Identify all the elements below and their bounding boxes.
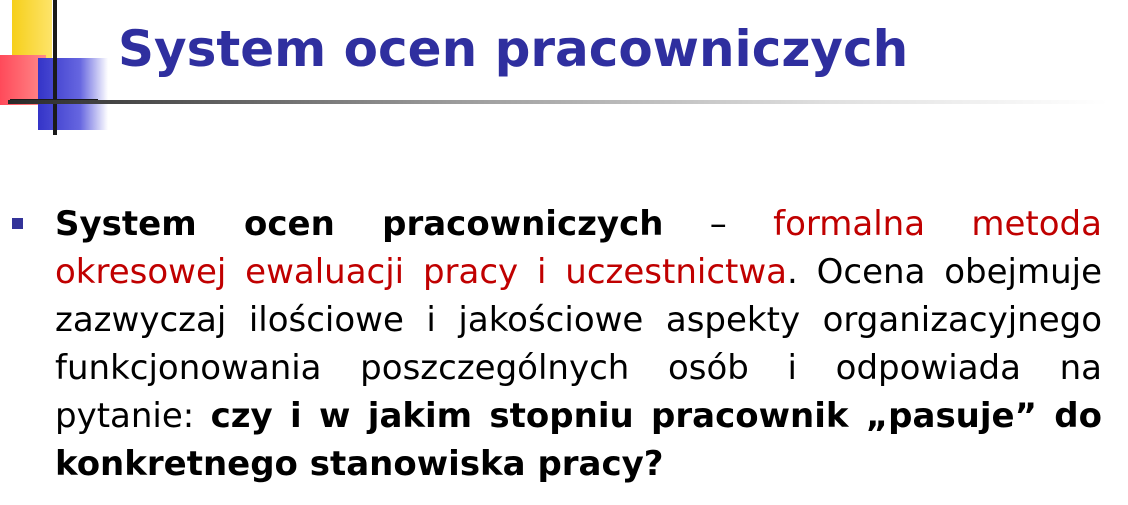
slide-logo-squares xyxy=(0,0,130,140)
slide-title: System ocen pracowniczych xyxy=(118,20,909,78)
title-underline xyxy=(8,100,1108,104)
term-bold: System ocen pracowniczych xyxy=(55,204,664,244)
bullet-square-icon xyxy=(12,218,23,229)
period: . xyxy=(787,252,798,292)
logo-blue-square xyxy=(38,58,108,130)
definition-red: formalna metoda okresowej ewaluacji pracy i uczestnictwa xyxy=(55,204,1102,292)
bullet-text xyxy=(55,200,1102,488)
logo-yellow-square xyxy=(12,0,52,58)
bullet-item xyxy=(12,200,1102,488)
description-text: Ocena obejmuje zazwyczaj ilościowe i jakościowe aspekty organizacyjnego funkcjonowania poszczególnych osób i odpowiada na pytanie: xyxy=(55,252,1103,436)
dash: – xyxy=(663,204,774,244)
logo-vertical-line xyxy=(53,0,57,135)
question-bold: czy i w jakim stopniu pracownik „pasuje” do konkretnego stanowiska pracy? xyxy=(55,396,1102,484)
